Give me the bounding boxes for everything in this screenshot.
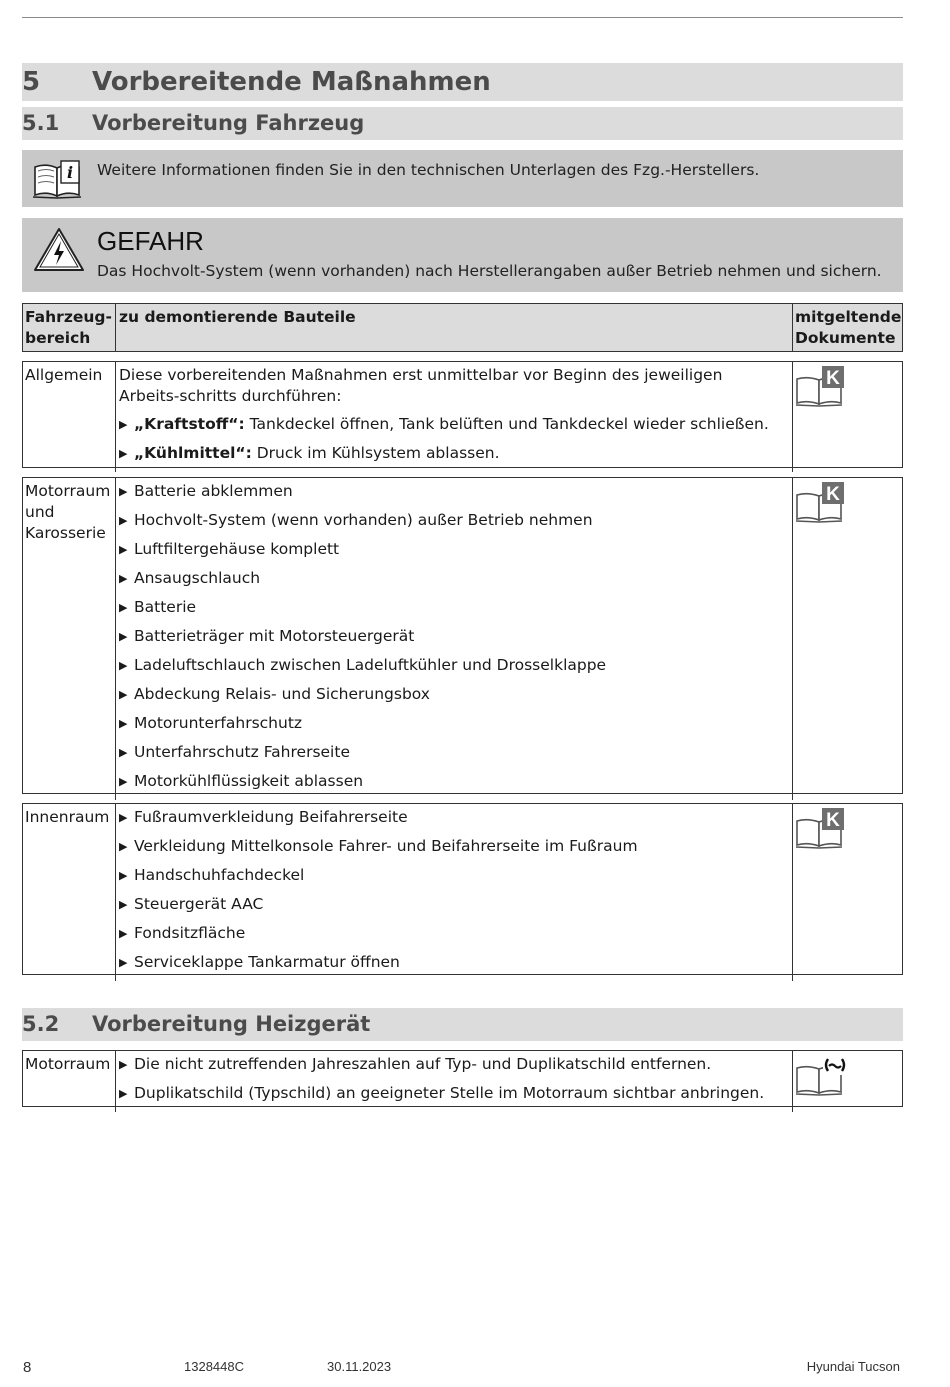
table-row-interior [22, 803, 903, 975]
list-item: ▶ Fußraumverkleidung Beifahrerseite [119, 807, 792, 836]
row-components [116, 1051, 793, 1112]
subsection-heading-heater [22, 1008, 903, 1041]
list-item: ▶ Batterie abklemmen [119, 481, 792, 510]
list-item: ▶ Ansaugschlauch [119, 568, 792, 597]
header-vehicle-area: Fahrzeug- bereich [23, 304, 116, 351]
list-item: ▶ Hochvolt-System (wenn vorhanden) außer Betrieb nehmen [119, 510, 792, 539]
row-components [116, 362, 793, 472]
danger-text: Das Hochvolt-System (wenn vorhanden) nach Herstellerangaben außer Betrieb nehmen und sichern. [97, 262, 882, 280]
page-number: 8 [23, 1359, 32, 1376]
header-documents: mitgeltende Dokumente [795, 308, 902, 347]
book-k-icon [795, 481, 902, 523]
danger-box [22, 218, 903, 292]
table-row-heater [22, 1050, 903, 1107]
doc-letter: K [826, 810, 840, 831]
book-heater-icon [795, 1054, 902, 1096]
list-item: ▶ Handschuhfachdeckel [119, 865, 792, 894]
component-list [119, 414, 792, 472]
info-text: Weitere Informationen finden Sie in den technischen Unterlagen des Fzg.-Herstellers. [97, 161, 760, 179]
list-item: ▶ Steuergerät AAC [119, 894, 792, 923]
list-item-label: „Kühlmittel“: [134, 444, 252, 462]
subsection-number: 5.1 [22, 111, 60, 135]
high-voltage-warning-icon [32, 226, 86, 274]
row-documents [793, 804, 902, 981]
row-intro: Diese vorbereitenden Maßnahmen erst unmittelbar vor Beginn des jeweiligen Arbeits-schritts durchführen: [119, 366, 723, 405]
row-area: Motorraum und Karosserie [23, 478, 116, 800]
list-item: ▶ Duplikatschild (Typschild) an geeigneter Stelle im Motorraum sichtbar anbringen. [119, 1083, 792, 1112]
top-rule [22, 17, 903, 18]
list-item-text: Tankdeckel öffnen, Tank belüften und Tankdeckel wieder schließen. [244, 415, 769, 433]
list-item: ▶ Die nicht zutreffenden Jahreszahlen auf Typ- und Duplikatschild entfernen. [119, 1054, 792, 1083]
vehicle-name: Hyundai Tucson [806, 1359, 900, 1374]
list-item: ▶ Unterfahrschutz Fahrerseite [119, 742, 792, 771]
table-row-general [22, 361, 903, 468]
list-item: ▶ Verkleidung Mittelkonsole Fahrer- und Beifahrerseite im Fußraum [119, 836, 792, 865]
list-item: ▶ Fondsitzfläche [119, 923, 792, 952]
list-item-label: „Kraftstoff“: [134, 415, 245, 433]
row-components [116, 478, 793, 800]
document-number: 1328448C [184, 1359, 244, 1374]
list-item: ▶ Motorunterfahrschutz [119, 713, 792, 742]
component-list [119, 481, 792, 800]
component-list [119, 807, 792, 981]
list-item: ▶ Abdeckung Relais- und Sicherungsbox [119, 684, 792, 713]
subsection-heading-vehicle [22, 107, 903, 140]
header-components: zu demontierende Bauteile [116, 304, 793, 351]
subsection-title: Vorbereitung Heizgerät [92, 1012, 371, 1036]
list-item [119, 414, 792, 443]
row-documents [793, 478, 902, 800]
info-box [22, 150, 903, 207]
section-number: 5 [22, 67, 41, 97]
subsection-title: Vorbereitung Fahrzeug [92, 111, 365, 135]
list-item [119, 443, 792, 472]
list-item: ▶ Batterie [119, 597, 792, 626]
table-header [22, 303, 903, 352]
row-area: Allgemein [23, 362, 116, 472]
row-area: Innenraum [23, 804, 116, 981]
book-k-icon [795, 365, 902, 407]
danger-title: GEFAHR [97, 226, 204, 256]
book-k-icon [795, 807, 902, 849]
list-item: ▶ Motorkühlflüssigkeit ablassen [119, 771, 792, 800]
info-book-icon [32, 159, 84, 199]
row-components [116, 804, 793, 981]
subsection-number: 5.2 [22, 1012, 60, 1036]
table-row-engine-body [22, 477, 903, 794]
row-area: Motorraum [23, 1051, 116, 1112]
document-date: 30.11.2023 [327, 1359, 392, 1374]
row-documents [793, 1051, 902, 1112]
list-item: ▶ Ladeluftschlauch zwischen Ladeluftkühler und Drosselklappe [119, 655, 792, 684]
list-item: ▶ Batterieträger mit Motorsteuergerät [119, 626, 792, 655]
list-item: ▶ Luftfiltergehäuse komplett [119, 539, 792, 568]
component-list [119, 1054, 792, 1112]
row-documents [793, 362, 902, 472]
list-item-text: Druck im Kühlsystem ablassen. [251, 444, 500, 462]
doc-letter: K [826, 368, 840, 389]
svg-text:i: i [66, 163, 74, 182]
doc-letter: K [826, 484, 840, 505]
section-heading [22, 63, 903, 101]
list-item: ▶ Serviceklappe Tankarmatur öffnen [119, 952, 792, 981]
section-title: Vorbereitende Maßnahmen [92, 67, 491, 97]
